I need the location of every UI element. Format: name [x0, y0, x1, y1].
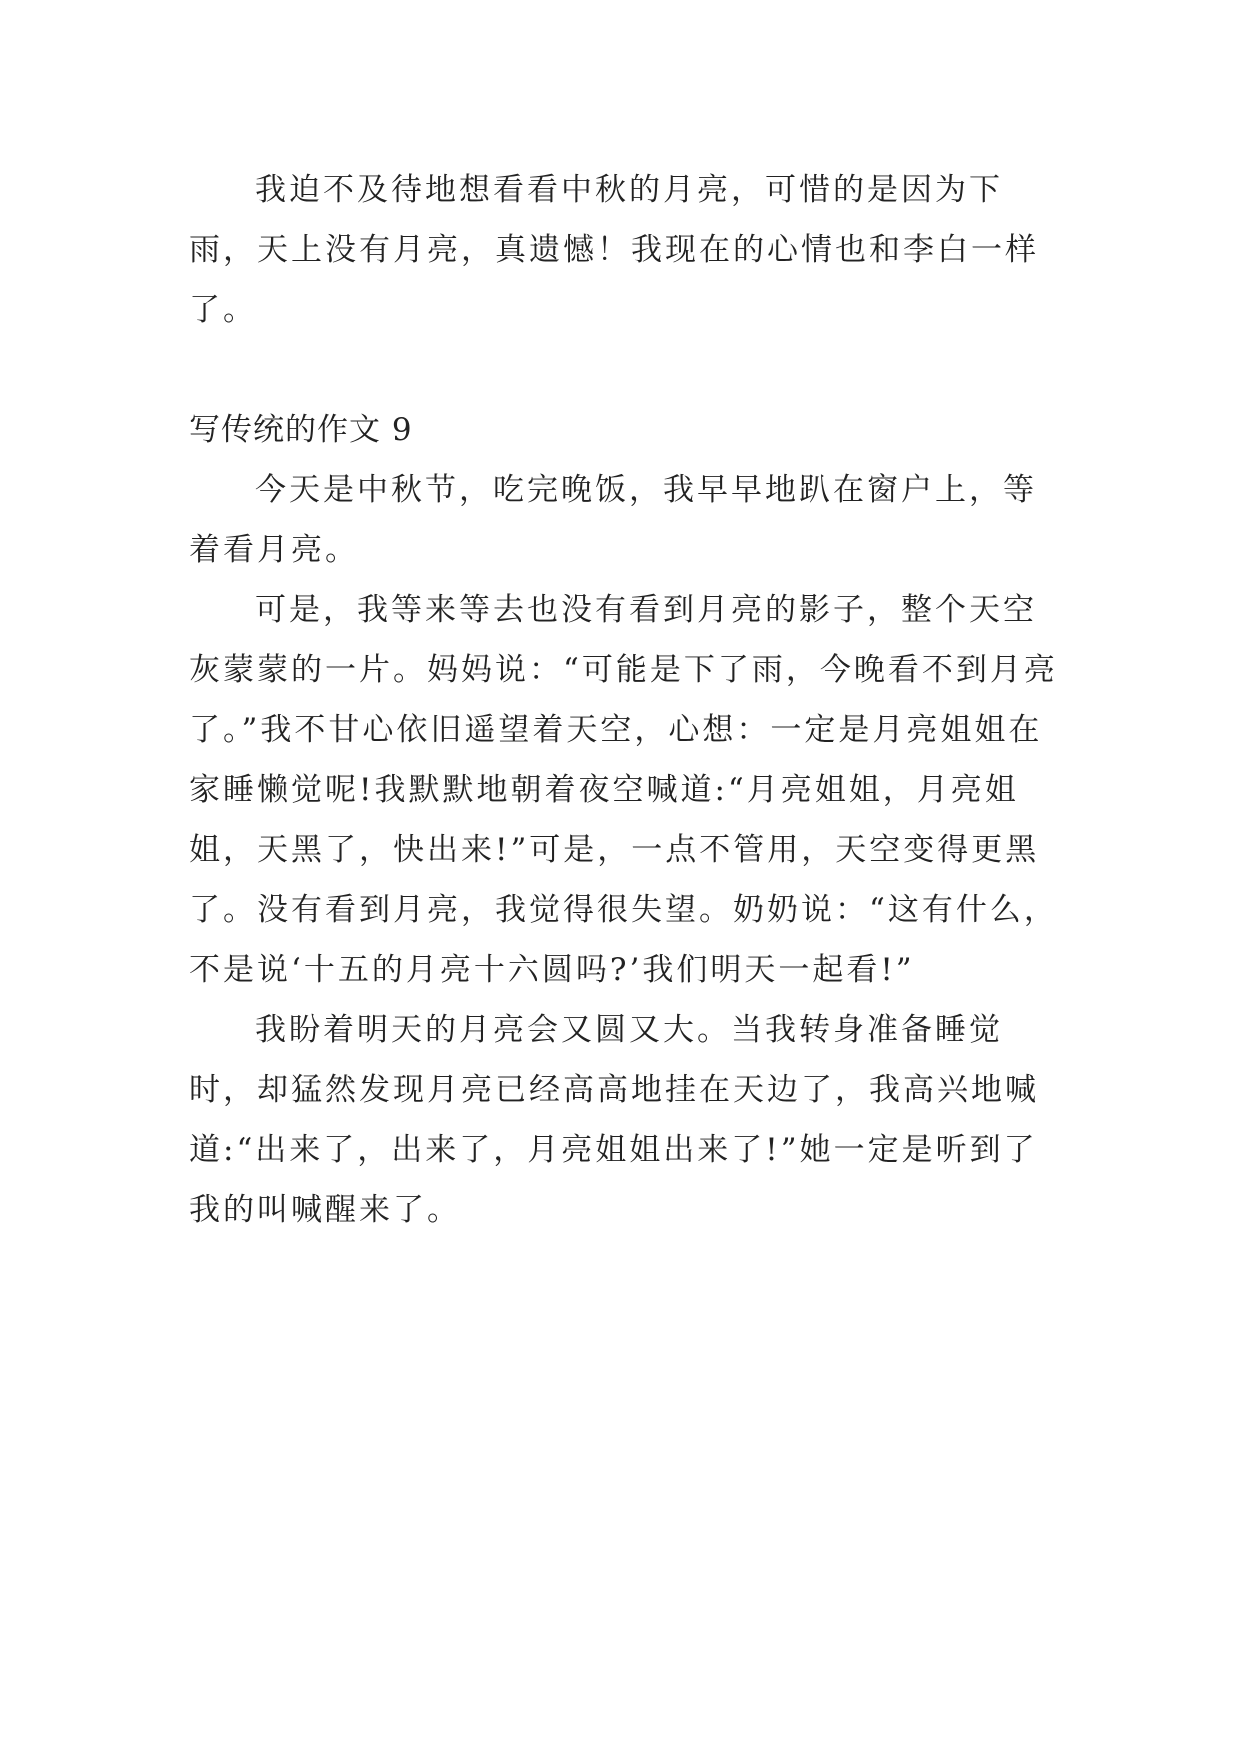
- paragraph-1: 今天是中秋节，吃完晚饭，我早早地趴在窗户上，等着看月亮。: [189, 472, 1037, 568]
- paragraph-intro: 我迫不及待地想看看中秋的月亮，可惜的是因为下雨，天上没有月亮，真遗憾！我现在的心情也和李白一样了。: [189, 172, 1039, 328]
- document-body: [189, 160, 1069, 1240]
- paragraph-3: 我盼着明天的月亮会又圆又大。当我转身准备睡觉时，却猛然发现月亮已经高高地挂在天边了，我高兴地喊道:“出来了，出来了，月亮姐姐出来了!”她一定是听到了我的叫喊醒来了。: [189, 1012, 1039, 1228]
- essay-title: 写传统的作文 9: [189, 412, 413, 448]
- paragraph-2: 可是，我等来等去也没有看到月亮的影子，整个天空灰蒙蒙的一片。妈妈说：“可能是下了雨，今晚看不到月亮了。”我不甘心依旧遥望着天空，心想：一定是月亮姐姐在家睡懒觉呢!我默默地朝着夜空喊道:“月亮姐姐，月亮姐姐，天黑了，快出来!”可是，一点不管用，天空变得更黑了。没有看到月亮，我觉得很失望。奶奶说：“这有什么，不是说‘十五的月亮十六圆吗?’我们明天一起看!”: [189, 592, 1058, 988]
